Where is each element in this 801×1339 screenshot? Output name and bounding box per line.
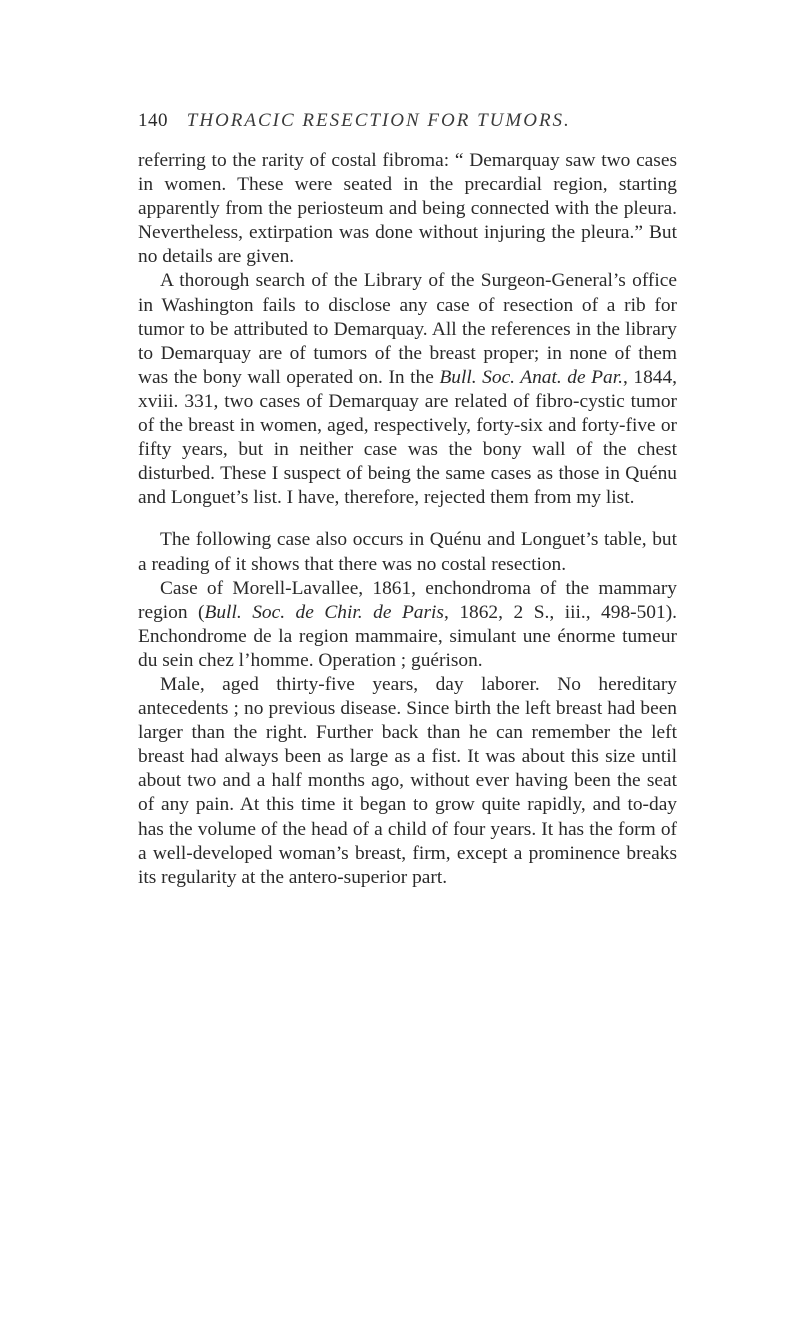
running-head	[138, 106, 698, 136]
paragraph-case-morell-lavallee	[138, 577, 677, 673]
paragraph-case-text-b: , 1862, 2 S., iii., 498-501). Enchondrome de la region mammaire, simulant une énorme tumeur du sein chez l’homme. Operation ; guérison.	[138, 601, 677, 671]
journal-reference-bull-soc-anat: Bull. Soc. Anat. de Par.	[439, 366, 623, 388]
paragraph-demarquay-quote: referring to the rarity of costal fibroma: “ Demarquay saw two cases in women. These were seated in the precardial region, starting apparently from the periosteum and being connected with the pleura. Nevertheless, extirpation was done without injuring the pleura.” But no details are given.	[138, 150, 677, 268]
paragraph-following-case: The following case also occurs in Quénu and Longuet’s table, but a reading of it shows that there was no costal resection.	[138, 529, 677, 575]
paragraph-library-search-text-a: A thorough search of the Library of the Surgeon-General’s office in Washington fails to disclose any case of resection of a rib for tumor to be attributed to Demarquay. All the references in the library to Demarquay are of tumors of the breast proper; in none of them was the bony wall operated on. In the	[138, 270, 677, 388]
paragraph-library-search	[138, 269, 677, 510]
running-title: THORACIC RESECTION FOR TUMORS.	[186, 110, 571, 131]
paragraph-case-history: Male, aged thirty-five years, day laborer. No hereditary antecedents ; no previous disease. Since birth the left breast had been larger than the right. Further back than he can remember the left breast had always been as large as a fist. It was about this size until about two and a half months ago, without ever having been the seat of any pain. At this time it began to grow quite rapidly, and to-day has the volume of the head of a child of four years. It has the form of a well-developed woman’s breast, firm, except a prominence breaks its regularity at the antero-superior part.	[138, 673, 677, 888]
paragraph-case-text-a: Case of Morell-Lavallee, 1861, enchondroma of the mammary region (	[138, 577, 677, 623]
page-number: 140	[138, 110, 168, 131]
journal-reference-bull-soc-chir: Bull. Soc. de Chir. de Paris	[204, 601, 444, 623]
paragraph-library-search-text-b: , 1844, xviii. 331, two cases of Demarquay are related of fibro-cystic tumor of the breast in women, aged, respectively, forty-six and forty-five or fifty years, but in neither case was the bony wall of the chest disturbed. These I suspect of being the same cases as those in Quénu and Longuet’s list. I have, therefore, rejected them from my list.	[138, 366, 678, 509]
body-text	[138, 149, 677, 890]
